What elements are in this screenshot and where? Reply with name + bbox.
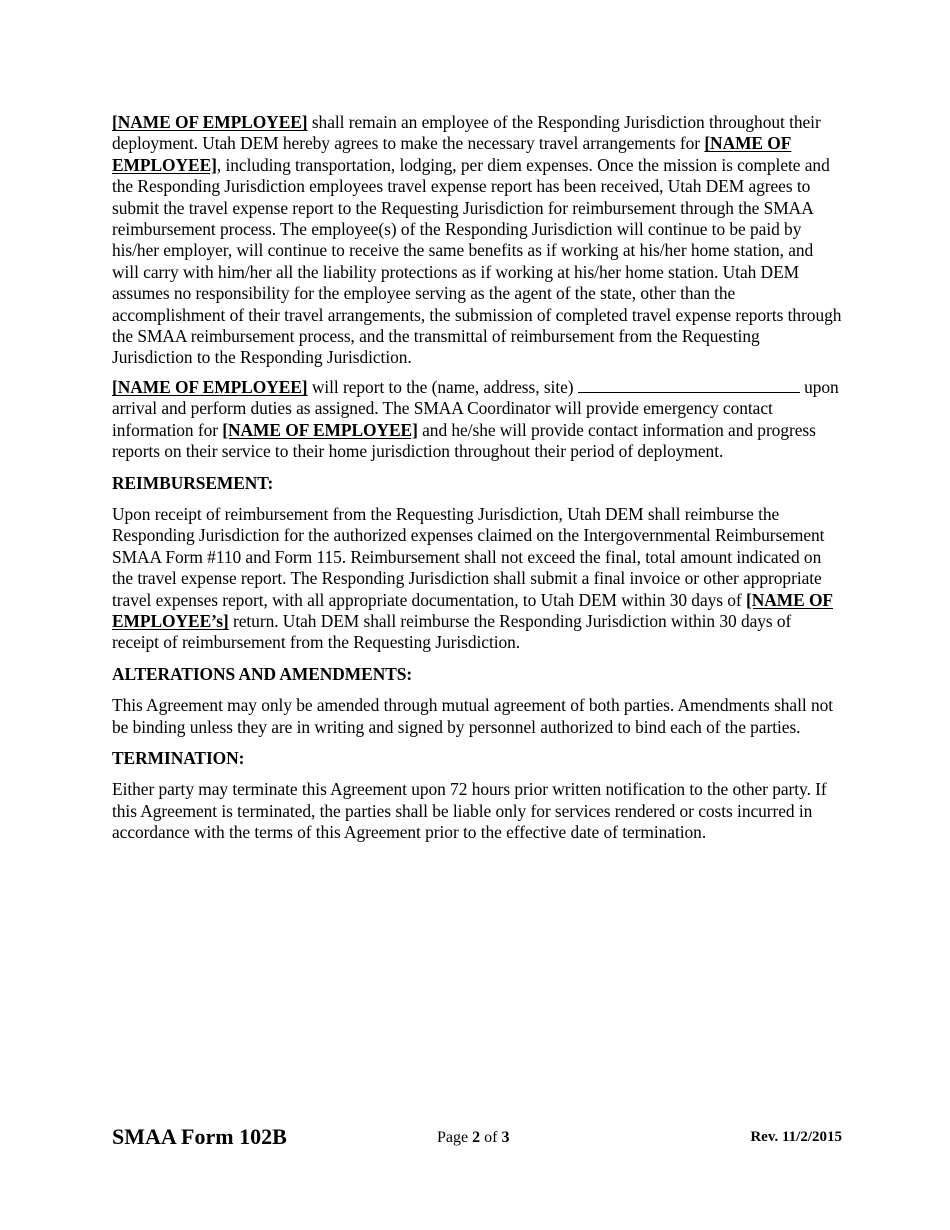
termination-paragraph: Either party may terminate this Agreement upon 72 hours prior written notification to the other party. If this Agreement is terminated, the parties shall be liable only for services rendered or costs incurred in accordance with the terms of this Agreement prior to the effective date of termination. (112, 779, 827, 843)
form-name: SMAA Form 102B (112, 1124, 287, 1149)
employee-name-placeholder: [NAME OF EMPLOYEE] (112, 112, 308, 132)
page-total: 3 (501, 1129, 510, 1146)
reimbursement-heading: REIMBURSEMENT: (112, 472, 274, 493)
paragraph-text: and he/she will provide contact information and progress reports on their service to their home jurisdiction throughout their period of deployment. (112, 419, 816, 462)
employee-possessive-placeholder: [NAME OF EMPLOYEE’s] (112, 589, 833, 631)
reporting-paragraph (112, 377, 842, 463)
employee-name-placeholder: [NAME OF EMPLOYEE] (112, 133, 792, 175)
page-label: Page (437, 1129, 473, 1146)
employee-name-placeholder: [NAME OF EMPLOYEE] (222, 419, 418, 440)
deployment-paragraph (112, 112, 842, 369)
alterations-heading: ALTERATIONS AND AMENDMENTS: (112, 663, 413, 684)
reimbursement-paragraph (112, 504, 842, 654)
paragraph-text: shall remain an employee of the Responding Jurisdiction throughout their deployment. Utah DEM hereby agrees to make the necessary travel arrangements for (112, 112, 821, 154)
page-current: 2 (472, 1129, 481, 1146)
page-footer (112, 1124, 842, 1154)
page-of-label: of (480, 1129, 502, 1146)
report-location-blank-line[interactable] (578, 378, 800, 393)
paragraph-text: , including transportation, lodging, per diem expenses. Once the mission is complete and the Responding Jurisdiction employees travel expense report has been received, Utah DEM agrees to submit the travel expense report to the Requesting Jurisdiction for reimbursement through the SMAA reimbursement process. The employee(s) of the Responding Jurisdiction will continue to be paid by his/her employer, will continue to receive the same benefits as if working at his/her home station, and will carry with him/her all the liability protections as if working at his/her home station. Utah DEM assumes no responsibility for the employee serving as the agent of the state, other than the accomplishment of their travel arrangements, the submission of completed travel expense reports through the SMAA reimbursement process, and the transmittal of reimbursement from the Requesting Jurisdiction to the Responding Jurisdiction. (112, 154, 842, 368)
document-body (112, 112, 842, 854)
paragraph-text: return. Utah DEM shall reimburse the Responding Jurisdiction within 30 days of receipt of reimbursement from the Requesting Jurisdiction. (112, 610, 792, 653)
revision-date: Rev. 11/2/2015 (750, 1129, 842, 1145)
page-number (437, 1129, 509, 1147)
alterations-paragraph: This Agreement may only be amended through mutual agreement of both parties. Amendments shall not be binding unless they are in writing and signed by personnel authorized to bind each of the parties. (112, 695, 834, 737)
paragraph-text: upon arrival and perform duties as assigned. The SMAA Coordinator will provide emergency contact information for (112, 376, 839, 440)
employee-name-placeholder: [NAME OF EMPLOYEE] (112, 376, 308, 397)
termination-heading: TERMINATION: (112, 747, 245, 768)
paragraph-text: Upon receipt of reimbursement from the Requesting Jurisdiction, Utah DEM shall reimburse the Responding Jurisdiction for the authorized expenses claimed on the Intergovernmental Reimbursement SMAA Form #110 and Form 115. Reimbursement shall not exceed the final, total amount indicated on the travel expense report. The Responding Jurisdiction shall submit a final invoice or other appropriate travel expenses report, with all appropriate documentation, to Utah DEM within 30 days of (112, 503, 825, 610)
paragraph-text: will report to the (name, address, site) (307, 376, 578, 397)
